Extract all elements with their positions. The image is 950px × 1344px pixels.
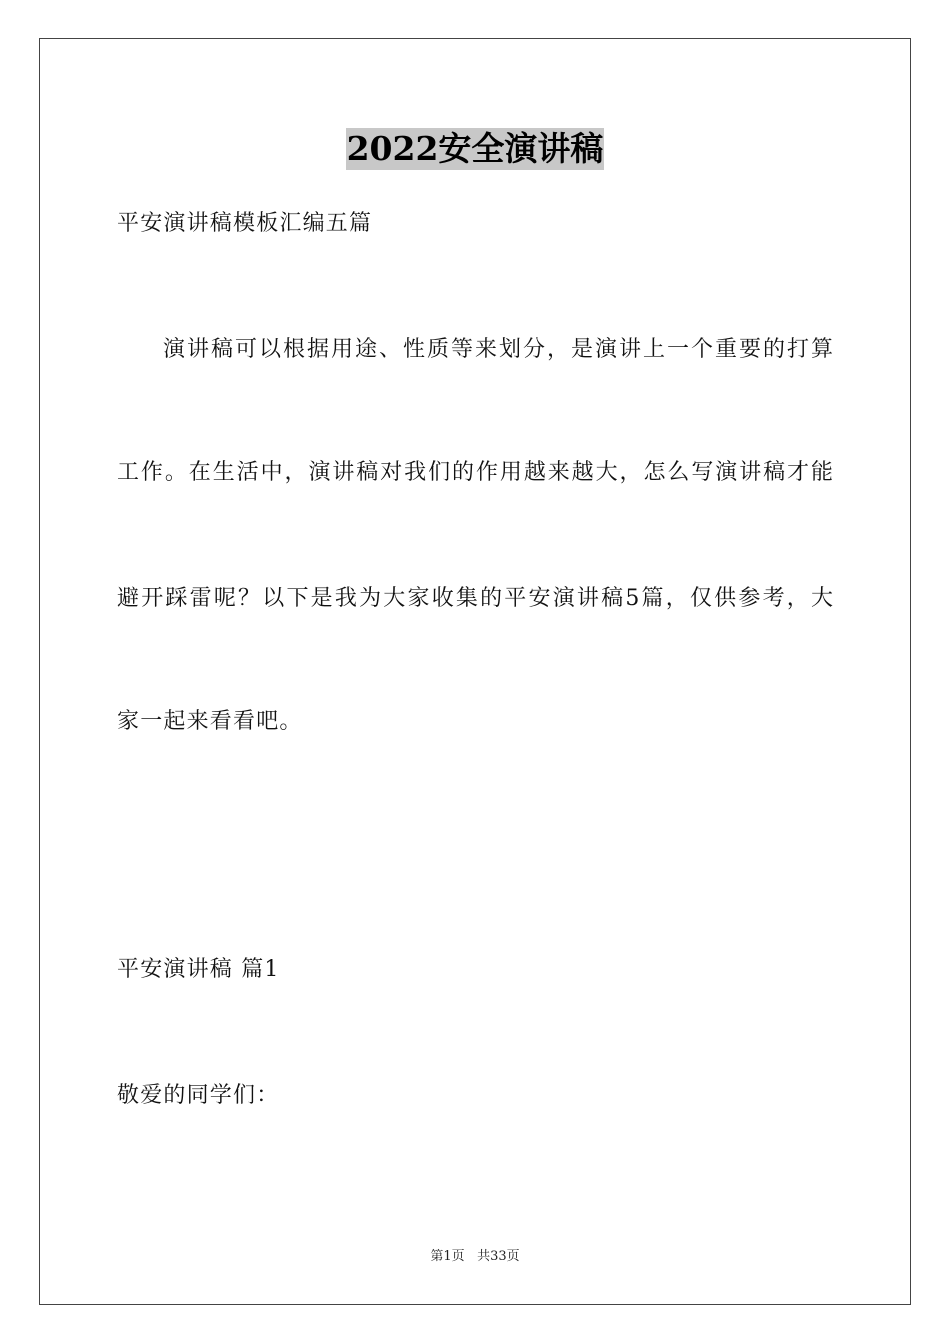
page-total: 共33页 <box>477 1249 520 1264</box>
title-container <box>0 128 950 170</box>
section-heading: 平安演讲稿 篇1 <box>117 957 280 982</box>
intro-line-1: 演讲稿可以根据用途、性质等来划分，是演讲上一个重要的打算 <box>163 337 833 362</box>
intro-line-2: 工作。在生活中，演讲稿对我们的作用越来越大，怎么写演讲稿才能 <box>117 460 833 485</box>
page-footer <box>0 1248 950 1266</box>
intro-line-4: 家一起来看看吧。 <box>117 709 303 734</box>
document-subtitle: 平安演讲稿模板汇编五篇 <box>117 211 373 236</box>
page-number: 第1页 <box>430 1249 465 1264</box>
document-title: 2022安全演讲稿 <box>346 129 604 168</box>
intro-line-3: 避开踩雷呢？以下是我为大家收集的平安演讲稿5篇，仅供参考，大 <box>117 586 833 611</box>
salutation: 敬爱的同学们： <box>117 1083 280 1108</box>
